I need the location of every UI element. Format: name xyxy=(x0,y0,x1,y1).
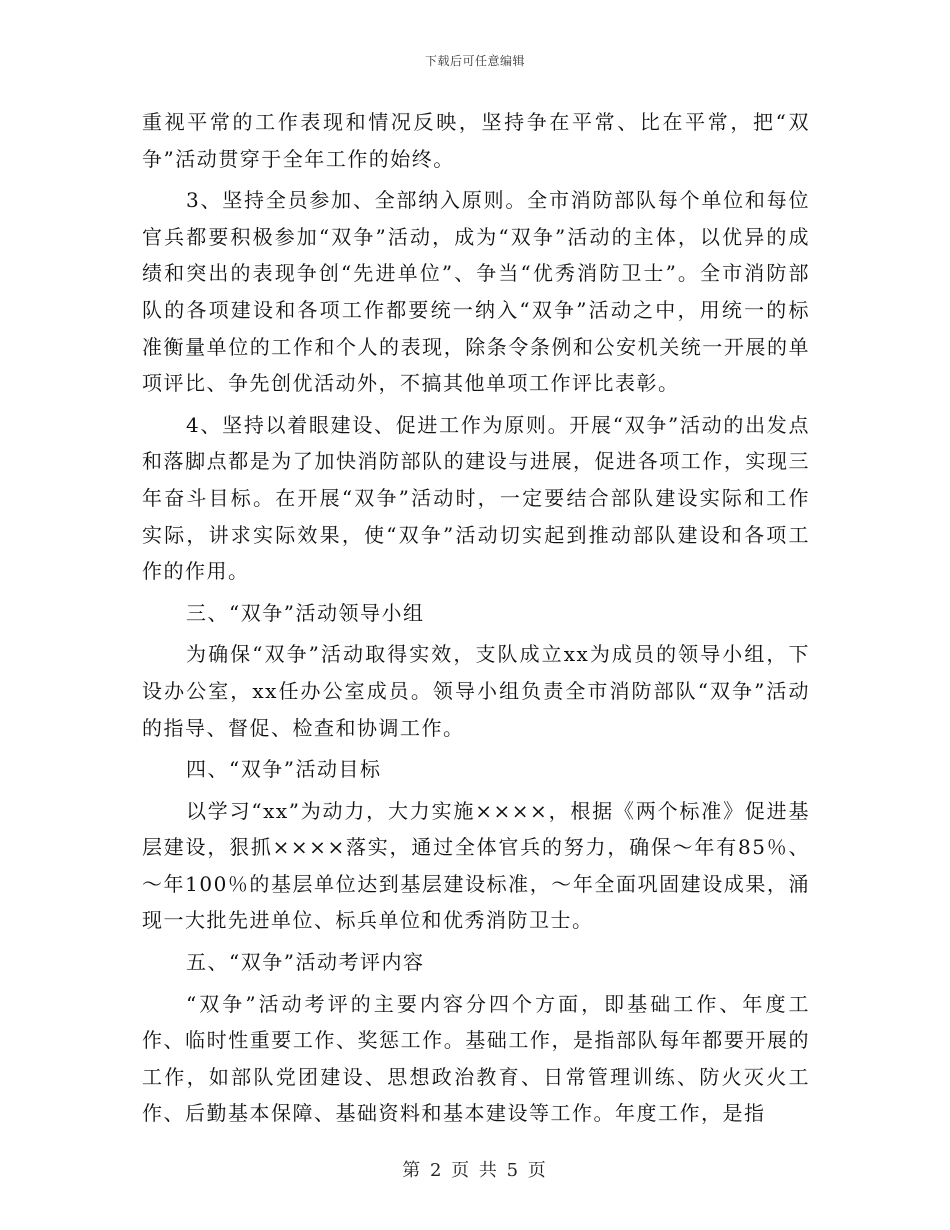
paragraph-continuation: 重视平常的工作表现和情况反映，坚持争在平常、比在平常，把“双争”活动贯穿于全年工作的始终。 xyxy=(142,110,810,171)
section-heading-evaluation-content: 五、“双争”活动考评内容 xyxy=(186,950,425,975)
page-number: 第 2 页 共 5 页 xyxy=(402,1160,548,1181)
paragraph-principle-3: 3、坚持全员参加、全部纳入原则。全市消防部队每个单位和每位官兵都要积极参加“双争”活动，成为“双争”活动的主体，以优异的成绩和突出的表现争创“先进单位”、争当“优秀消防卫士”。全市消防部队的各项建设和各项工作都要统一纳入“双争”活动之中，用统一的标准衡量单位的工作和个人的表现，除条令条例和公安机关统一开展的单项评比、争先创优活动外，不搞其他单项工作评比表彰。 xyxy=(142,188,810,396)
paragraph-evaluation-content: “双争”活动考评的主要内容分四个方面，即基础工作、年度工作、临时性重要工作、奖惩工作。基础工作，是指部队每年都要开展的工作，如部队党团建设、思想政治教育、日常管理训练、防火灭火工作、后勤基本保障、基础资料和基本建设等工作。年度工作，是指 xyxy=(142,991,810,1126)
paragraph-leadership-group: 为确保“双争”活动取得实效，支队成立xx为成员的领导小组，下设办公室，xx任办公室成员。领导小组负责全市消防部队“双争”活动的指导、督促、检查和协调工作。 xyxy=(142,642,810,740)
header-note: 下载后可任意编辑 xyxy=(424,54,525,68)
paragraph-principle-4: 4、坚持以着眼建设、促进工作为原则。开展“双争”活动的出发点和落脚点都是为了加快消防部队的建设与进展，促进各项工作，实现三年奋斗目标。在开展“双争”活动时，一定要结合部队建设实际和工作实际，讲求实际效果，使“双争”活动切实起到推动部队建设和各项工作的作用。 xyxy=(142,412,810,584)
document-body xyxy=(142,104,810,1132)
section-heading-leadership-group: 三、“双争”活动领导小组 xyxy=(186,600,425,625)
paragraph-goals: 以学习“xx”为动力，大力实施××××，根据《两个标准》促进基层建设，狠抓××××落实，通过全体官兵的努力，确保～年有85％、～年100％的基层单位达到基层建设标准，～年全面巩固建设成果，涌现一大批先进单位、标兵单位和优秀消防卫士。 xyxy=(142,798,810,933)
section-heading-goals: 四、“双争”活动目标 xyxy=(186,757,382,782)
